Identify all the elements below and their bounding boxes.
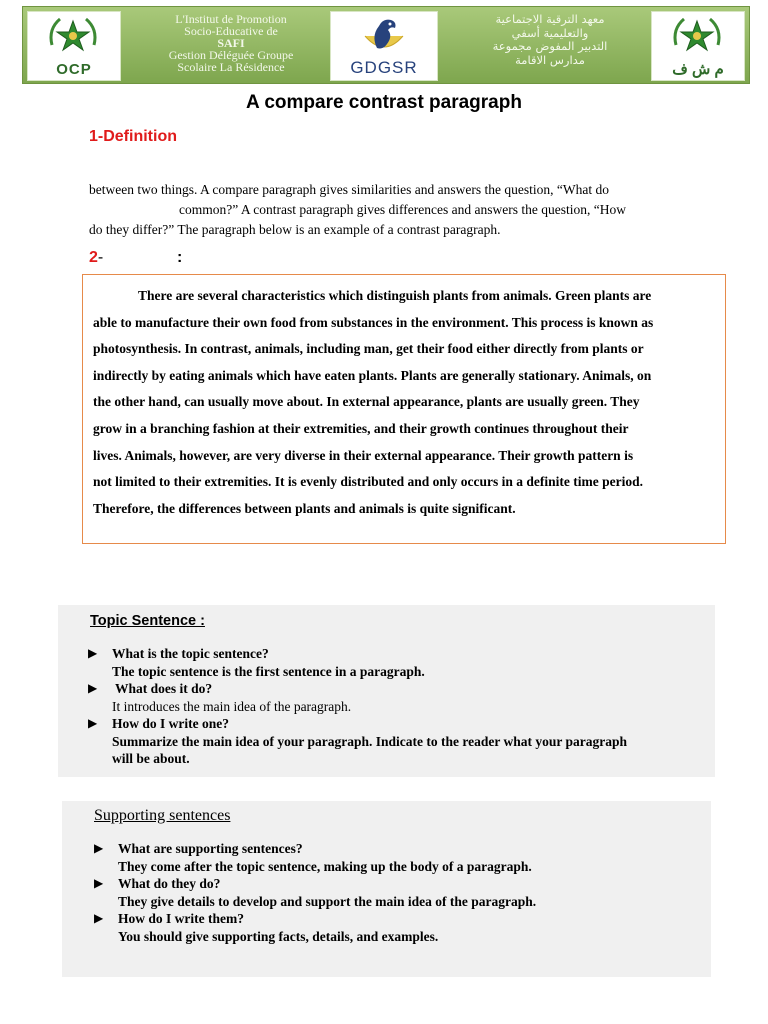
supporting-sentences-heading: Supporting sentences <box>94 807 231 824</box>
bullet-arrow-icon: ▶ <box>88 646 98 660</box>
example-paragraph-box <box>82 274 726 544</box>
institut-name-arabic: معهد الترقية الاجتماعية والتعليمية أسفي التدبير المفوض مجموعة مدارس الاقامة <box>492 12 608 67</box>
list-item: ▶ What do they do? They give details to develop and support the main idea of the paragraph. <box>94 876 537 909</box>
definition-paragraph: between two things. A compare paragraph gives similarities and answers the question, “What do common?” A contrast paragraph gives differences and answers the question, “How do they differ?” The paragraph below is an example of a contrast paragraph. <box>89 182 626 237</box>
supporting-sentences-box <box>62 801 711 977</box>
definition-heading: 1-Definition <box>89 128 177 145</box>
list-item: ▶ How do I write them? You should give supporting facts, details, and examples. <box>94 911 439 944</box>
list-item: ▶ What are supporting sentences? They come after the topic sentence, making up the body of a paragraph. <box>94 841 532 874</box>
topic-sentence-box <box>58 605 715 777</box>
supporting-sentences-list <box>94 840 536 945</box>
bullet-arrow-icon: ▶ <box>94 911 104 925</box>
example-paragraph: There are several characteristics which distinguish plants from animals. Green plants are able to manufacture their own food from substances in the environment. This process is known as photosynthesis. In contrast, animals, including man, get their food either directly from plants or indirectly by eating animals which have eaten plants. Plants are generally stationary. Animals, on the other hand, can usually move about. In external appearance, plants are usually green. They grow in a branching fashion at their extremities, and their growth continues throughout their lives. Animals, however, are very diverse in their external appearance. Their growth pattern is not limited to their extremities. It is evenly distributed and only occurs in a definite time period. Therefore, the differences between plants and animals is quite significant. <box>93 288 654 516</box>
seahorse-emblem-icon <box>361 14 407 56</box>
list-item: ▶ How do I write one? Summarize the main idea of your paragraph. Indicate to the reader what your paragraph will be about. <box>88 716 627 766</box>
bullet-arrow-icon: ▶ <box>94 876 104 890</box>
list-item: ▶ What is the topic sentence? The topic sentence is the first sentence in a paragraph. <box>88 646 425 679</box>
bullet-arrow-icon: ▶ <box>88 716 98 730</box>
header-banner <box>22 6 750 84</box>
bullet-arrow-icon: ▶ <box>94 841 104 855</box>
gdgsr-logo: GDGSR <box>330 11 438 81</box>
topic-sentence-list <box>88 645 627 768</box>
list-item: ▶ What does it do? It introduces the main idea of the paragraph. <box>88 681 352 714</box>
ocp-star-emblem-icon <box>46 15 100 55</box>
ocp-logo: OCP <box>27 11 121 81</box>
ocp-star-emblem-icon <box>670 15 724 55</box>
institut-name-french: L'Institut de Promotion Socio-Educative de SAFI Gestion Déléguée Groupe Scolaire La Résidence <box>168 12 294 74</box>
page-title: A compare contrast paragraph <box>246 92 522 113</box>
bullet-arrow-icon: ▶ <box>88 681 98 695</box>
ocp-logo-arabic: م ش ف <box>651 11 745 81</box>
topic-sentence-heading: Topic Sentence : <box>90 613 205 629</box>
section-2-heading: 2- : <box>89 249 183 266</box>
